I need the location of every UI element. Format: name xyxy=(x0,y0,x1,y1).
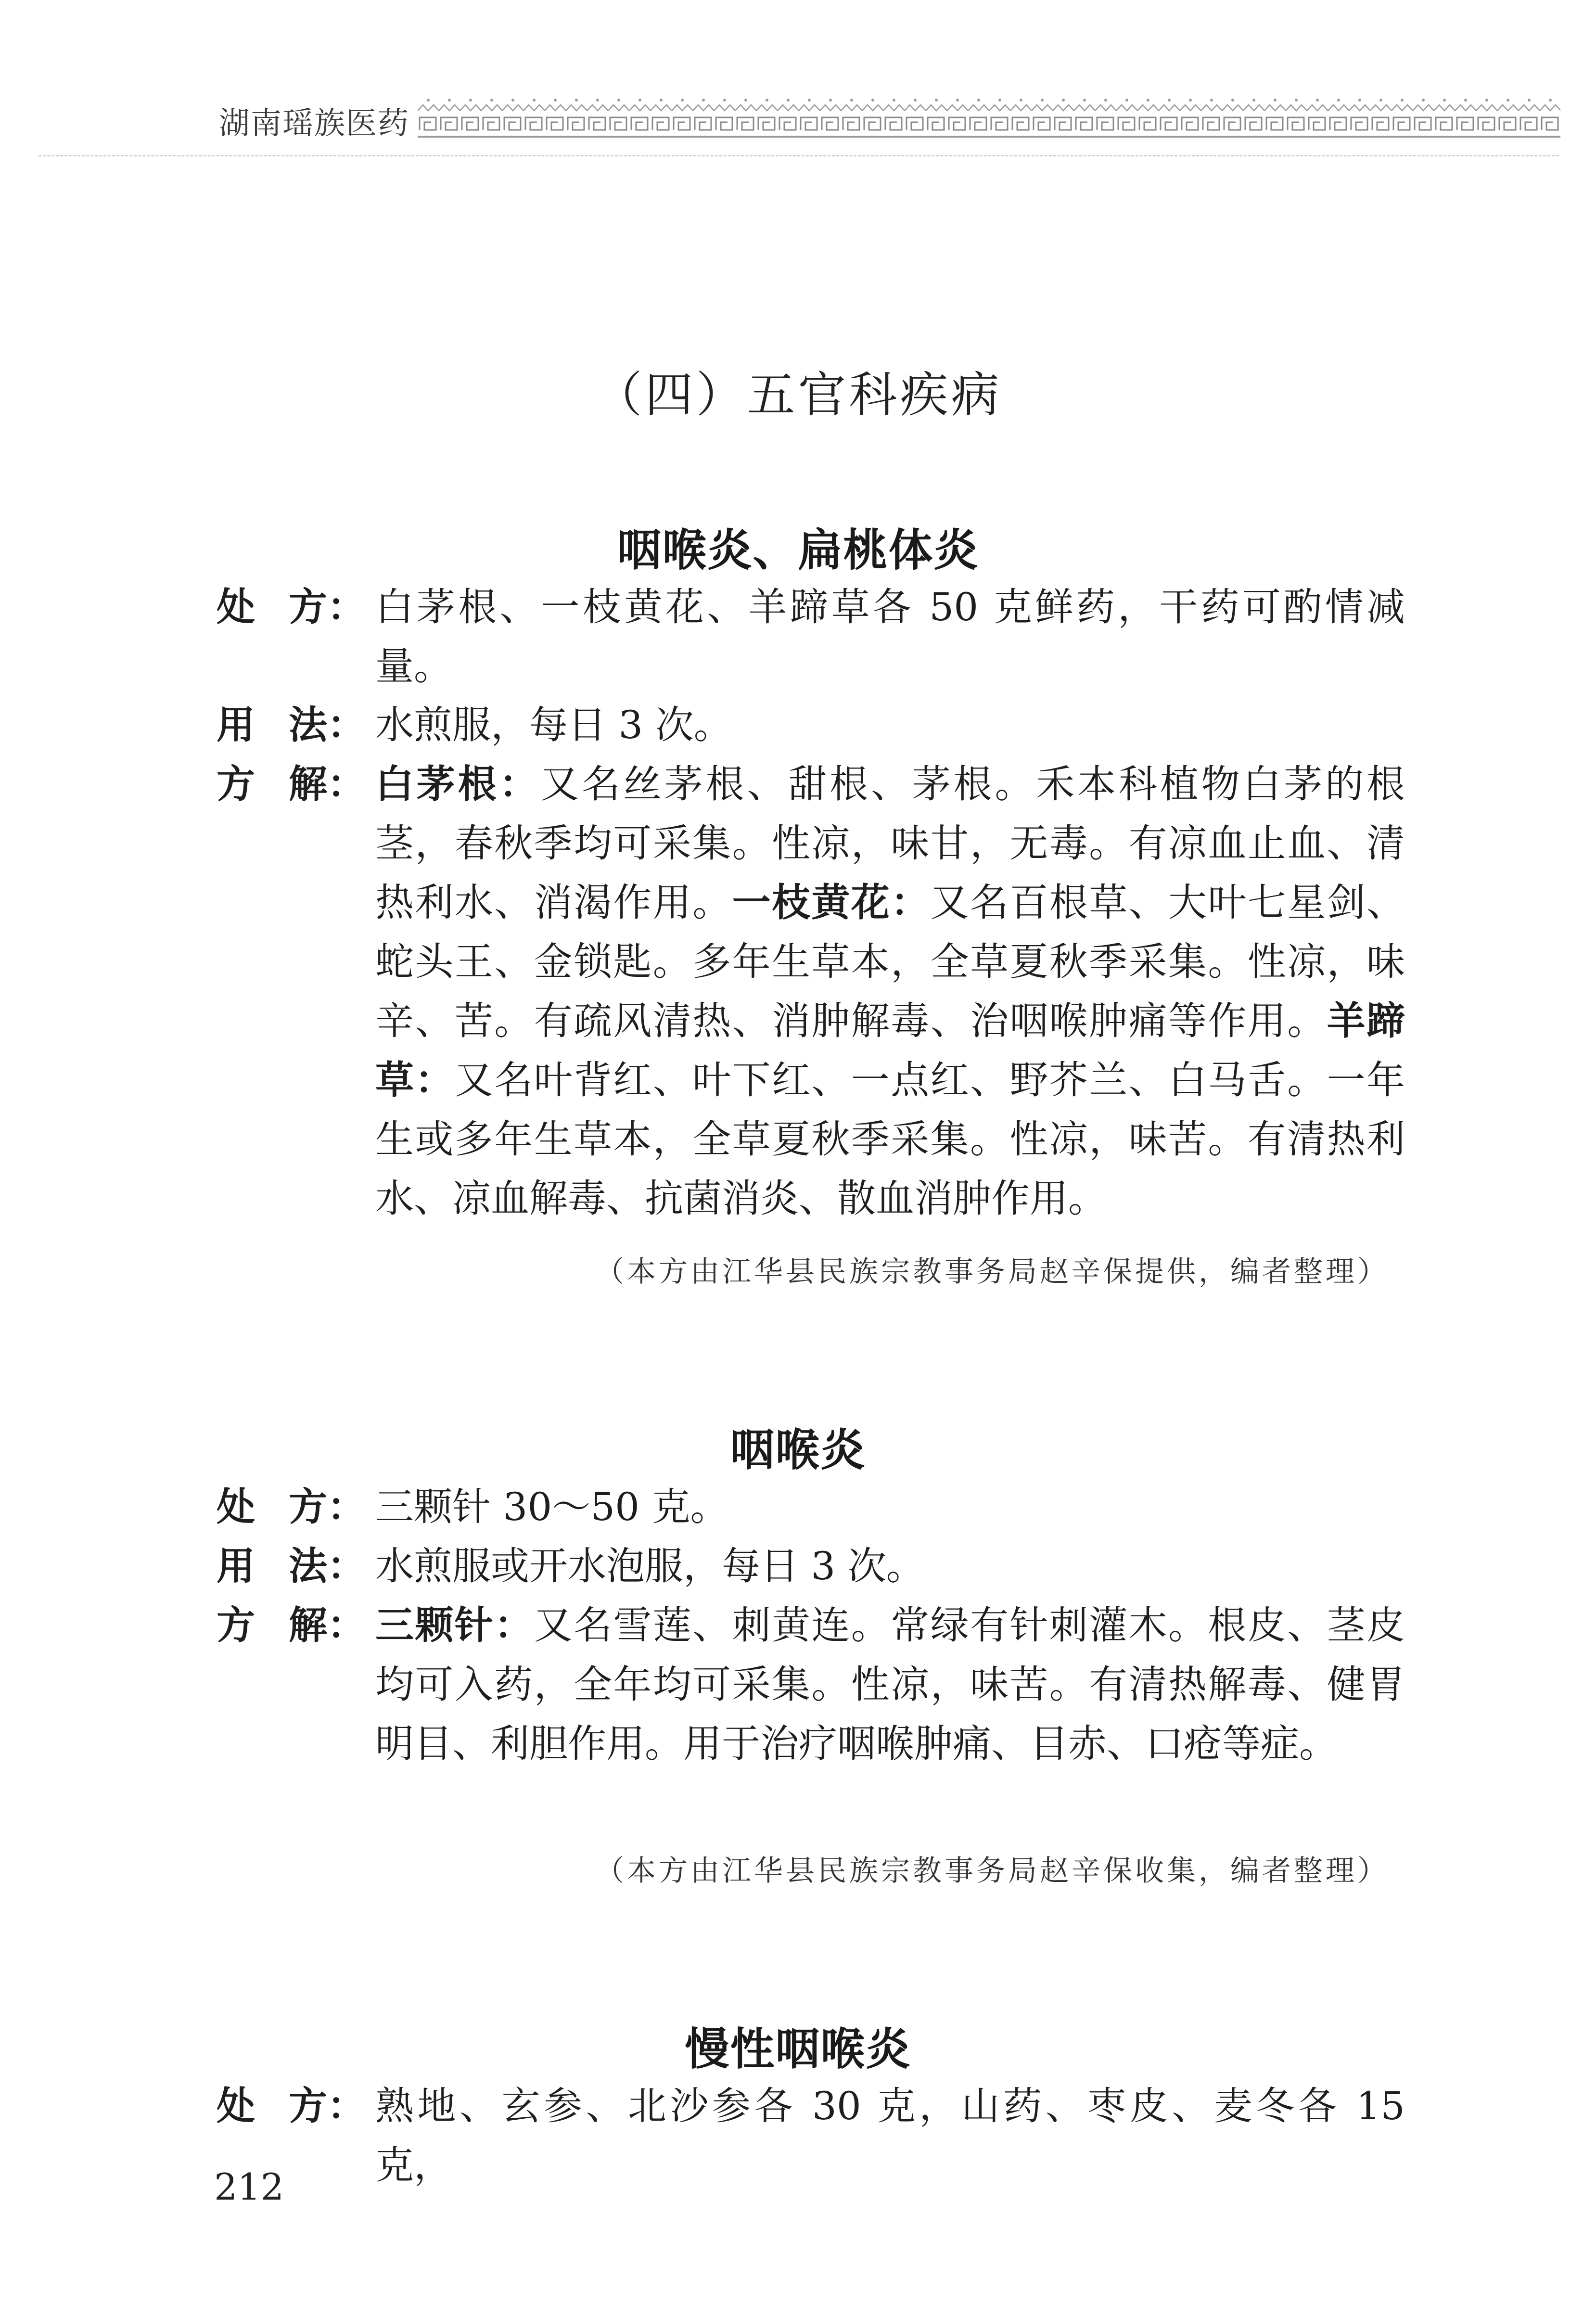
field-label: 用 法： xyxy=(217,702,366,747)
prescription-text: 熟地、玄参、北沙参各 30 克，山药、枣皮、麦冬各 15 克， xyxy=(375,2084,1405,2188)
explanation-field xyxy=(217,755,1405,1228)
field-label: 方 解： xyxy=(217,1602,366,1648)
usage-text: 水煎服或开水泡服，每日 3 次。 xyxy=(375,1544,925,1588)
page-number: 212 xyxy=(214,2165,284,2208)
entry-title: 咽喉炎 xyxy=(730,1424,866,1476)
explanation-text: 三颗针：又名雪莲、刺黄连。常绿有针刺灌木。根皮、茎皮均可入药，全年均可采集。性凉，味苦。有清热解毒、健胃明目、利胆作用。用于治疗咽喉肿痛、目赤、口疮等症。 xyxy=(375,1602,1405,1766)
prescription-field xyxy=(217,577,1405,696)
field-label: 用 法： xyxy=(217,1543,366,1588)
herb-term: 白茅根： xyxy=(375,761,541,806)
source-note: （本方由江华县民族宗教事务局赵辛保提供，编者整理） xyxy=(595,1255,1389,1289)
usage-field xyxy=(217,695,1405,755)
prescription-text: 三颗针 30～50 克。 xyxy=(375,1485,729,1529)
decorative-border-ornament xyxy=(418,96,1560,141)
entry-title: 咽喉炎、扁桃体炎 xyxy=(617,524,979,576)
source-note: （本方由江华县民族宗教事务局赵辛保收集，编者整理） xyxy=(595,1854,1389,1888)
prescription-text: 白茅根、一枝黄花、羊蹄草各 50 克鲜药，干药可酌情减量。 xyxy=(375,585,1405,689)
herb-term: 一枝黄花： xyxy=(732,880,931,925)
field-label: 方 解： xyxy=(217,761,366,806)
entry-title: 慢性咽喉炎 xyxy=(685,2023,911,2075)
prescription-field xyxy=(217,1477,1405,1536)
explanation-text: 白茅根：又名丝茅根、甜根、茅根。禾本科植物白茅的根茎，春秋季均可采集。性凉，味甘，无毒。有凉血止血、清热利水、消渴作用。一枝黄花：又名百根草、大叶七星剑、蛇头王、金锁匙。多年生草本，全草夏秋季采集。性凉，味辛、苦。有疏风清热、消肿解毒、治咽喉肿痛等作用。羊蹄草：又名叶背红、叶下红、一点红、野芥兰、白马舌。一年生或多年生草本，全草夏秋季采集。性凉，味苦。有清热利水、凉血解毒、抗菌消炎、散血消肿作用。 xyxy=(375,761,1405,1221)
explanation-field xyxy=(217,1596,1405,1773)
herb-term: 三颗针： xyxy=(375,1602,534,1648)
field-label: 处 方： xyxy=(217,1484,366,1529)
herb-term: 羊蹄草： xyxy=(375,998,1405,1102)
prescription-field xyxy=(217,2076,1405,2195)
running-head: 湖南瑶族医药 xyxy=(219,106,409,141)
section-title: （四）五官科疾病 xyxy=(594,367,1002,423)
header-divider xyxy=(38,155,1559,156)
field-label: 处 方： xyxy=(217,2083,366,2128)
usage-text: 水煎服，每日 3 次。 xyxy=(375,703,732,747)
usage-field xyxy=(217,1536,1405,1596)
field-label: 处 方： xyxy=(217,584,366,629)
